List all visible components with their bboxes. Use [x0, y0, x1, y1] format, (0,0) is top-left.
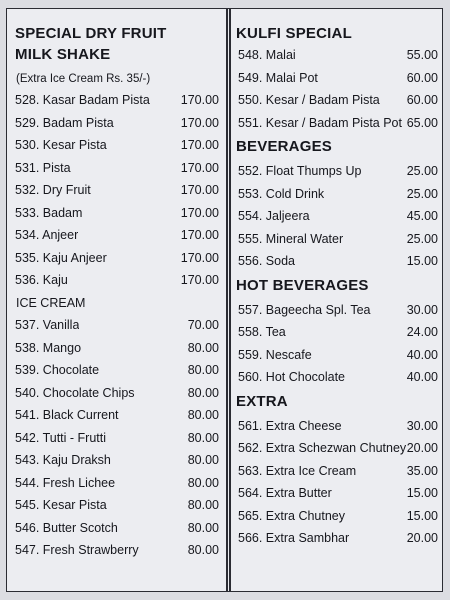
extra-title: EXTRA	[236, 392, 288, 410]
menu-item: 563. Extra Ice Cream 35.00	[238, 463, 438, 478]
right-column	[230, 9, 442, 591]
menu-item: 548. Malai 55.00	[238, 48, 438, 63]
menu-item: 555. Mineral Water 25.00	[238, 231, 438, 246]
menu-item: 550. Kesar / Badam Pista 60.00	[238, 93, 438, 108]
menu-item: 565. Extra Chutney 15.00	[238, 508, 438, 523]
milkshake-title-line1: SPECIAL DRY FRUIT	[15, 25, 167, 42]
menu-item: 551. Kesar / Badam Pista Pot 65.00	[238, 115, 438, 130]
menu-item: 558. Tea 24.00	[238, 325, 438, 340]
menu-item: 535. Kaju Anjeer 170.00	[15, 250, 219, 265]
menu-item: 564. Extra Butter 15.00	[238, 486, 438, 501]
menu-item: 539. Chocolate 80.00	[15, 363, 219, 378]
menu-item: 549. Malai Pot 60.00	[238, 70, 438, 85]
kulfi-list	[230, 44, 442, 134]
menu-item: 537. Vanilla 70.00	[15, 318, 219, 333]
menu-item: 543. Kaju Draksh 80.00	[15, 453, 219, 468]
menu-item: 544. Fresh Lichee 80.00	[15, 475, 219, 490]
menu-item: 554. Jaljeera 45.00	[238, 209, 438, 224]
menu-item: 540. Chocolate Chips 80.00	[15, 385, 219, 400]
kulfi-title: KULFI SPECIAL	[236, 25, 352, 42]
beverages-title: BEVERAGES	[236, 138, 332, 155]
menu-item: 545. Kesar Pista 80.00	[15, 498, 219, 513]
menu-item: 557. Bageecha Spl. Tea 30.00	[238, 302, 438, 317]
menu-item: 532. Dry Fruit 170.00	[15, 183, 219, 198]
beverages-list	[230, 160, 442, 273]
menu-item: 556. Soda 15.00	[238, 254, 438, 269]
hot-beverages-list	[230, 299, 442, 389]
menu-item: 559. Nescafe 40.00	[238, 347, 438, 362]
menu-item: 553. Cold Drink 25.00	[238, 186, 438, 201]
menu-item: 531. Pista 170.00	[15, 160, 219, 175]
menu-item: 547. Fresh Strawberry 80.00	[15, 543, 219, 558]
menu-item: 530. Kesar Pista 170.00	[15, 138, 219, 153]
menu-item: 560. Hot Chocolate 40.00	[238, 370, 438, 385]
menu-page	[6, 8, 443, 592]
icecream-title: ICE CREAM	[16, 295, 86, 310]
menu-item: 546. Butter Scotch 80.00	[15, 520, 219, 535]
menu-item: 561. Extra Cheese 30.00	[238, 418, 438, 433]
menu-item: 533. Badam 170.00	[15, 205, 219, 220]
menu-item: 566. Extra Sambhar 20.00	[238, 531, 438, 546]
hot-beverages-title: HOT BEVERAGES	[236, 276, 369, 294]
menu-item: 562. Extra Schezwan Chutney 20.00	[238, 441, 438, 456]
menu-item: 536. Kaju 170.00	[15, 273, 219, 288]
menu-item: 552. Float Thumps Up 25.00	[238, 164, 438, 179]
menu-item: 542. Tutti - Frutti 80.00	[15, 430, 219, 445]
milkshake-list	[7, 89, 227, 292]
menu-item: 541. Black Current 80.00	[15, 408, 219, 423]
menu-item: 534. Anjeer 170.00	[15, 228, 219, 243]
left-column	[7, 9, 227, 591]
milkshake-note: (Extra Ice Cream Rs. 35/-)	[16, 73, 151, 85]
menu-item: 538. Mango 80.00	[15, 340, 219, 355]
menu-item: 529. Badam Pista 170.00	[15, 115, 219, 130]
extra-list	[230, 415, 442, 550]
milkshake-title-line2: MILK SHAKE	[15, 46, 111, 63]
menu-item: 528. Kasar Badam Pista 170.00	[15, 93, 219, 108]
icecream-list	[7, 314, 227, 562]
